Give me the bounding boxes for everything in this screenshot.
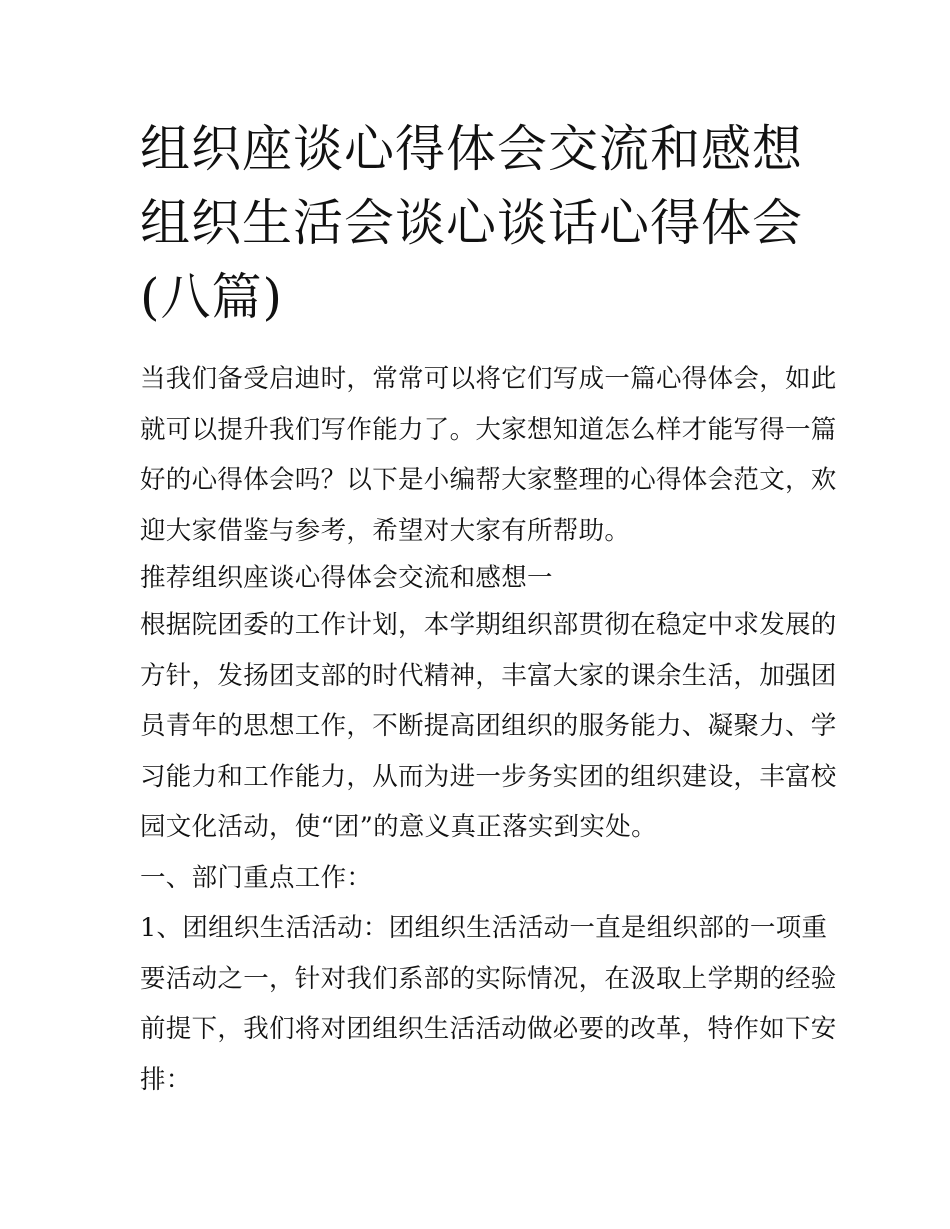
text-line: 习能力和工作能力，从而为进一步务实团的组织建设，丰富校: [140, 761, 837, 792]
text-line: 方针，发扬团支部的时代精神，丰富大家的课余生活，加强团: [140, 660, 837, 691]
intro-paragraph: [140, 354, 837, 556]
text-line: 当我们备受启迪时，常常可以将它们写成一篇心得体会，如此: [140, 364, 837, 394]
document-title: [140, 112, 820, 334]
text-line: 排：: [140, 1064, 192, 1095]
text-line: 推荐组织座谈心得体会交流和感想一: [140, 563, 553, 593]
text-line: 迎大家借鉴与参考，希望对大家有所帮助。: [140, 515, 631, 546]
text-line: 好的心得体会吗？以下是小编帮大家整理的心得体会范文，欢: [140, 465, 837, 495]
text-line: 一、部门重点工作：: [140, 862, 373, 893]
section-heading: [140, 556, 830, 600]
document-body: [140, 354, 837, 1105]
body-paragraph: [140, 903, 837, 1105]
subsection-heading: [140, 853, 830, 904]
title-line: 组织座谈心得体会交流和感想: [140, 120, 803, 178]
text-line: 就可以提升我们写作能力了。大家想知道怎么样才能写得一篇: [140, 414, 837, 445]
text-line: 要活动之一，针对我们系部的实际情况，在汲取上学期的经验: [140, 963, 837, 994]
title-line: 组织生活会谈心谈话心得体会: [140, 194, 803, 252]
text-line: 根据院团委的工作计划，本学期组织部贯彻在稳定中求发展的: [140, 610, 837, 640]
text-line: 园文化活动，使“团”的意义真正落实到实处。: [140, 812, 657, 842]
title-line: (八篇): [140, 268, 284, 326]
text-line: 1、团组织生活活动：团组织生活活动一直是组织部的一项重: [140, 913, 828, 943]
body-paragraph: [140, 600, 837, 853]
text-line: 员青年的思想工作，不断提高团组织的服务能力、凝聚力、学: [140, 711, 837, 741]
text-line: 前提下，我们将对团组织生活活动做必要的改革，特作如下安: [140, 1014, 837, 1044]
